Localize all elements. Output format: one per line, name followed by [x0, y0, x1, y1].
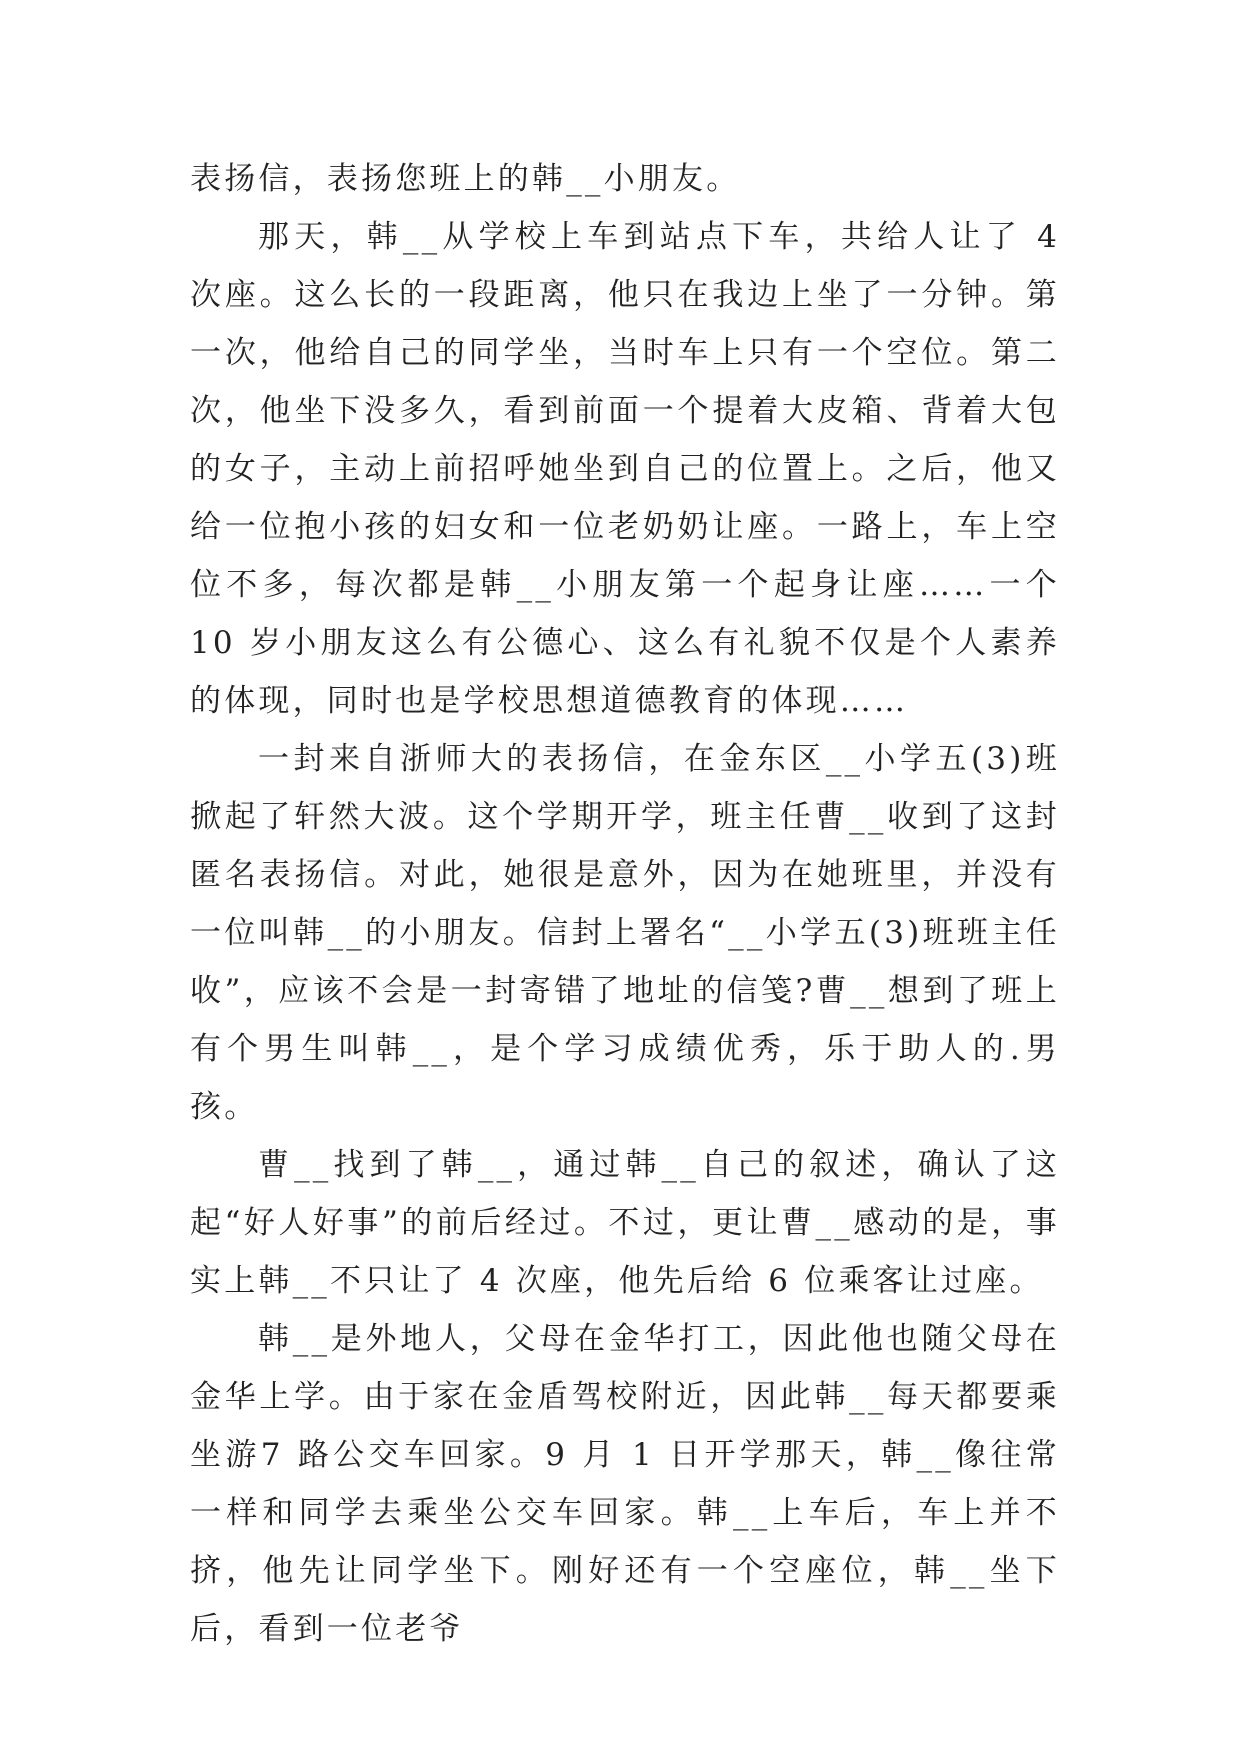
paragraph-2: 那天，韩__从学校上车到站点下车，共给人让了 4 次座。这么长的一段距离，他只在我边上坐了一分钟。第一次，他给自己的同学坐，当时车上只有一个空位。第二次，他坐下没多久，看到前面一个提着大皮箱、背着大包的女子，主动上前招呼她坐到自己的位置上。之后，他又给一位抱小孩的妇女和一位老奶奶让座。一路上，车上空位不多，每次都是韩__小朋友第一个起身让座……一个 10 岁小朋友这么有公德心、这么有礼貌不仅是个人素养的体现，同时也是学校思想道德教育的体现…… [190, 219, 1060, 719]
document-page [190, 150, 1060, 1658]
paragraph-5: 韩__是外地人，父母在金华打工，因此他也随父母在金华上学。由于家在金盾驾校附近，因此韩__每天都要乘坐游7 路公交车回家。9 月 1 日开学那天，韩__像往常一样和同学去乘坐公交车回家。韩__上车后，车上并不挤，他先让同学坐下。刚好还有一个空座位，韩__坐下后，看到一位老爷 [190, 1321, 1060, 1647]
paragraph-1: 表扬信，表扬您班上的韩__小朋友。 [190, 161, 741, 197]
paragraph-3: 一封来自浙师大的表扬信，在金东区__小学五(3)班掀起了轩然大波。这个学期开学，班主任曹__收到了这封匿名表扬信。对此，她很是意外，因为在她班里，并没有一位叫韩__的小朋友。信封上署名“__小学五(3)班班主任收”，应该不会是一封寄错了地址的信笺?曹__想到了班上有个男生叫韩__，是个学习成绩优秀，乐于助人的.男孩。 [190, 741, 1060, 1125]
paragraph-4: 曹__找到了韩__，通过韩__自己的叙述，确认了这起“好人好事”的前后经过。不过，更让曹__感动的是，事实上韩__不只让了 4 次座，他先后给 6 位乘客让过座。 [190, 1147, 1060, 1299]
